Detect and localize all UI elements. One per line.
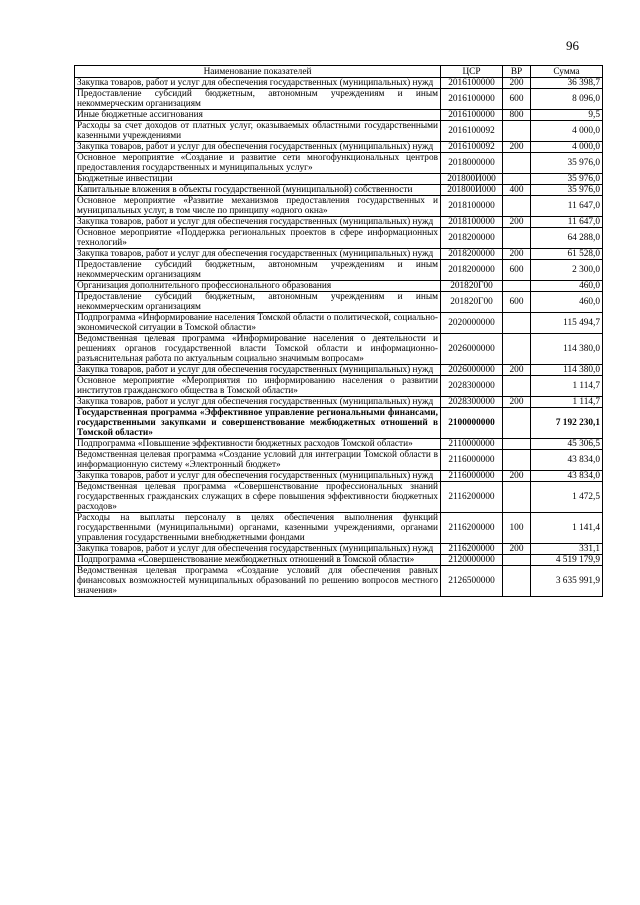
row-sum-cell: 11 647,0 [531,196,603,217]
row-csr-cell: 201820Г00 [441,281,503,292]
table-row [75,110,603,121]
row-name-cell: Ведомственная целевая программа «Создание условий для интеграции Томской области в информационную систему «Электронный бюджет» [75,450,441,471]
row-csr-cell: 2116000000 [441,450,503,471]
table-row [75,281,603,292]
header-vr: ВР [503,66,531,78]
table-body [75,78,603,597]
row-name-cell: Основное мероприятие «Мероприятия по информированию населения о развитии институтов гражданского общества в Томской области» [75,376,441,397]
row-csr-cell: 2116200000 [441,544,503,555]
row-vr-cell: 600 [503,89,531,110]
row-sum-cell: 36 398,7 [531,78,603,89]
row-name-cell: Основное мероприятие «Поддержка региональных проектов в сфере информационных технологий» [75,228,441,249]
row-sum-cell: 1 141,4 [531,513,603,544]
row-vr-cell [503,196,531,217]
table-row [75,89,603,110]
row-name-cell: Ведомственная целевая программа «Информирование населения о деятельности и решениях органов государственной власти Томской области и информационно-разъяснительная работа по актуальным социально значимым вопросам» [75,334,441,365]
row-vr-cell: 400 [503,185,531,196]
row-csr-cell: 2126500000 [441,566,503,597]
row-name-cell: Закупка товаров, работ и услуг для обеспечения государственных (муниципальных) нужд [75,249,441,260]
row-sum-cell: 4 000,0 [531,142,603,153]
row-sum-cell: 4 000,0 [531,121,603,142]
row-csr-cell: 2120000000 [441,555,503,566]
row-sum-cell: 115 494,7 [531,313,603,334]
row-name-cell: Закупка товаров, работ и услуг для обеспечения государственных (муниципальных) нужд [75,471,441,482]
table-row [75,153,603,174]
row-sum-cell: 460,0 [531,292,603,313]
table-row [75,196,603,217]
table-row [75,376,603,397]
row-vr-cell: 200 [503,544,531,555]
row-name-cell: Закупка товаров, работ и услуг для обеспечения государственных (муниципальных) нужд [75,78,441,89]
row-sum-cell: 8 096,0 [531,89,603,110]
row-sum-cell: 9,5 [531,110,603,121]
row-vr-cell [503,334,531,365]
row-name-cell: Подпрограмма «Информирование населения Томской области о политической, социально-экономической ситуации в Томской области» [75,313,441,334]
row-name-cell: Подпрограмма «Совершенствование межбюджетных отношений в Томской области» [75,555,441,566]
row-name-cell: Ведомственная целевая программа «Совершенствование профессиональных знаний государственных гражданских служащих в сфере повышения эффективности бюджетных расходов» [75,482,441,513]
table-row [75,217,603,228]
table-row [75,334,603,365]
row-vr-cell [503,174,531,185]
row-name-cell: Закупка товаров, работ и услуг для обеспечения государственных (муниципальных) нужд [75,365,441,376]
table-row [75,292,603,313]
row-csr-cell: 2110000000 [441,439,503,450]
row-sum-cell: 45 306,5 [531,439,603,450]
row-csr-cell: 2026000000 [441,334,503,365]
row-sum-cell: 11 647,0 [531,217,603,228]
row-name-cell: Основное мероприятие «Создание и развитие сети многофункциональных центров предоставления государственных и муниципальных услуг» [75,153,441,174]
table-row [75,174,603,185]
row-vr-cell: 200 [503,471,531,482]
row-sum-cell: 114 380,0 [531,334,603,365]
row-name-cell: Закупка товаров, работ и услуг для обеспечения государственных (муниципальных) нужд [75,142,441,153]
row-vr-cell: 200 [503,217,531,228]
row-name-cell: Подпрограмма «Повышение эффективности бюджетных расходов Томской области» [75,439,441,450]
row-vr-cell [503,408,531,439]
row-name-cell: Капитальные вложения в объекты государственной (муниципальной) собственности [75,185,441,196]
row-csr-cell: 2018200000 [441,249,503,260]
row-name-cell: Предоставление субсидий бюджетным, автономным учреждениям и иным некоммерческим организациям [75,292,441,313]
row-sum-cell: 35 976,0 [531,174,603,185]
table-row [75,397,603,408]
row-sum-cell: 1 114,7 [531,397,603,408]
row-csr-cell: 2028300000 [441,376,503,397]
row-csr-cell: 2016100000 [441,89,503,110]
table-row [75,482,603,513]
row-csr-cell: 201800И000 [441,174,503,185]
row-sum-cell: 331,1 [531,544,603,555]
table-row [75,185,603,196]
row-vr-cell [503,281,531,292]
row-vr-cell [503,566,531,597]
header-sum: Сумма [531,66,603,78]
row-csr-cell: 2016100000 [441,110,503,121]
table-row [75,121,603,142]
row-sum-cell: 61 528,0 [531,249,603,260]
header-name: Наименование показателей [75,66,441,78]
row-vr-cell [503,450,531,471]
row-name-cell: Бюджетные инвестиции [75,174,441,185]
row-csr-cell: 201800И000 [441,185,503,196]
row-csr-cell: 2116000000 [441,471,503,482]
row-sum-cell: 35 976,0 [531,153,603,174]
row-sum-cell: 43 834,0 [531,450,603,471]
row-csr-cell: 201820Г00 [441,292,503,313]
table-row [75,566,603,597]
row-vr-cell [503,482,531,513]
row-name-cell: Расходы на выплаты персоналу в целях обеспечения выполнения функций государственными (муниципальными) органами, казенными учреждениями, органами управления государственными внебюджетными фондами [75,513,441,544]
row-csr-cell: 2116200000 [441,482,503,513]
row-name-cell: Ведомственная целевая программа «Создание условий для обеспечения равных финансовых возможностей муниципальных образований по решению вопросов местного значения» [75,566,441,597]
page-number: 96 [566,38,579,53]
row-name-cell: Основное мероприятие «Развитие механизмов предоставления государственных и муниципальных услуг, в том числе по принципу «одного окна» [75,196,441,217]
row-name-cell: Закупка товаров, работ и услуг для обеспечения государственных (муниципальных) нужд [75,397,441,408]
row-sum-cell: 43 834,0 [531,471,603,482]
table-header-row [75,66,603,78]
table-row [75,260,603,281]
table-row [75,142,603,153]
row-vr-cell [503,555,531,566]
header-csr: ЦСР [441,66,503,78]
row-name-cell: Иные бюджетные ассигнования [75,110,441,121]
table-row [75,408,603,439]
row-sum-cell: 35 976,0 [531,185,603,196]
row-csr-cell: 2016100092 [441,121,503,142]
table-row [75,313,603,334]
row-vr-cell: 200 [503,142,531,153]
row-csr-cell: 2026000000 [441,365,503,376]
table-row [75,249,603,260]
row-vr-cell [503,153,531,174]
row-sum-cell: 7 192 230,1 [531,408,603,439]
row-vr-cell: 800 [503,110,531,121]
row-name-cell: Предоставление субсидий бюджетным, автономным учреждениям и иным некоммерческим организациям [75,89,441,110]
row-vr-cell [503,313,531,334]
row-csr-cell: 2018000000 [441,153,503,174]
table-row [75,439,603,450]
row-sum-cell: 460,0 [531,281,603,292]
row-vr-cell: 100 [503,513,531,544]
row-csr-cell: 2018200000 [441,260,503,281]
row-name-cell: Закупка товаров, работ и услуг для обеспечения государственных (муниципальных) нужд [75,217,441,228]
table-row [75,78,603,89]
table-row [75,471,603,482]
row-vr-cell [503,376,531,397]
row-vr-cell [503,228,531,249]
row-name-cell: Организация дополнительного профессионального образования [75,281,441,292]
row-csr-cell: 2018200000 [441,228,503,249]
row-name-cell: Предоставление субсидий бюджетным, автономным учреждениям и иным некоммерческим организациям [75,260,441,281]
row-csr-cell: 2020000000 [441,313,503,334]
row-csr-cell: 2018100000 [441,196,503,217]
row-vr-cell: 200 [503,397,531,408]
table-row [75,450,603,471]
row-vr-cell: 600 [503,260,531,281]
row-csr-cell: 2116200000 [441,513,503,544]
row-sum-cell: 2 300,0 [531,260,603,281]
table-row [75,228,603,249]
row-name-cell: Государственная программа «Эффективное управление региональными финансами, государственными закупками и совершенствование межбюджетных отношений в Томской области» [75,408,441,439]
row-csr-cell: 2100000000 [441,408,503,439]
table-row [75,365,603,376]
row-csr-cell: 2016100092 [441,142,503,153]
row-csr-cell: 2028300000 [441,397,503,408]
row-vr-cell: 200 [503,365,531,376]
table-row [75,513,603,544]
row-name-cell: Закупка товаров, работ и услуг для обеспечения государственных (муниципальных) нужд [75,544,441,555]
row-vr-cell: 200 [503,78,531,89]
row-sum-cell: 4 519 179,9 [531,555,603,566]
row-vr-cell: 600 [503,292,531,313]
table-row [75,555,603,566]
row-vr-cell: 200 [503,249,531,260]
row-vr-cell [503,439,531,450]
row-csr-cell: 2018100000 [441,217,503,228]
row-sum-cell: 64 288,0 [531,228,603,249]
row-sum-cell: 3 635 991,9 [531,566,603,597]
budget-table [74,65,603,597]
table-row [75,544,603,555]
row-csr-cell: 2016100000 [441,78,503,89]
row-sum-cell: 1 114,7 [531,376,603,397]
row-vr-cell [503,121,531,142]
row-name-cell: Расходы за счет доходов от платных услуг, оказываемых областными государственными казенными учреждениями [75,121,441,142]
row-sum-cell: 114 380,0 [531,365,603,376]
row-sum-cell: 1 472,5 [531,482,603,513]
